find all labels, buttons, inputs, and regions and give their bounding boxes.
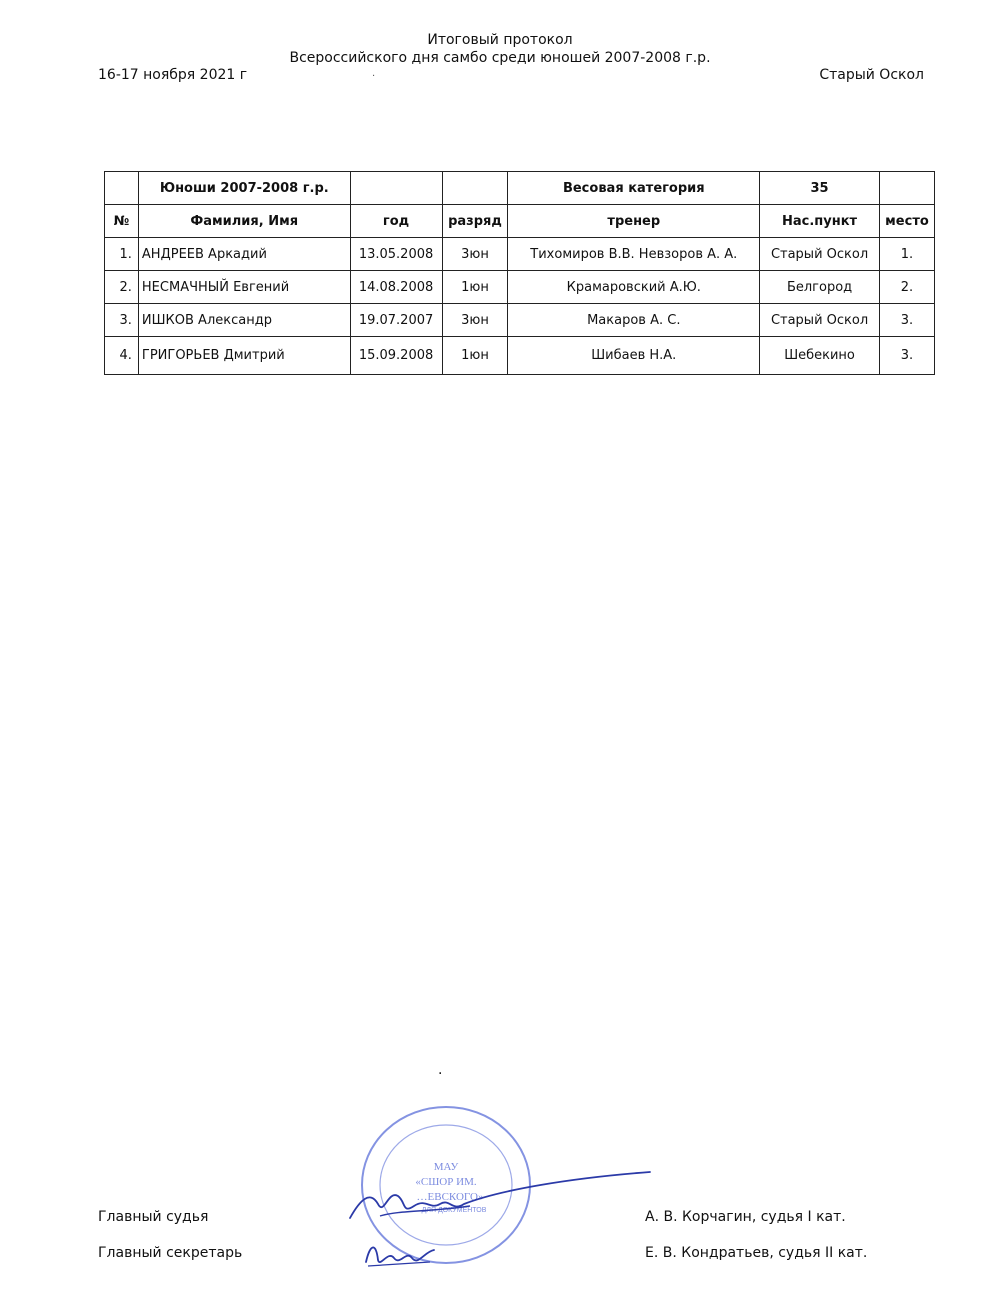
- sport-rank: 1юн: [442, 271, 508, 304]
- table-row: [105, 337, 935, 375]
- col-header-num: №: [105, 205, 139, 238]
- chief-judge-name: А. В. Корчагин, судья I кат.: [645, 1209, 846, 1225]
- col-header-year: год: [350, 205, 442, 238]
- col-header-name: Фамилия, Имя: [138, 205, 350, 238]
- scan-speck: .: [438, 1062, 443, 1078]
- place: 3.: [879, 304, 934, 337]
- table-row: [105, 271, 935, 304]
- chief-secretary-signature: [360, 1232, 440, 1272]
- row-num: 4.: [105, 337, 139, 375]
- event-city: Старый Оскол: [819, 67, 924, 83]
- empty-cell: [350, 172, 442, 205]
- town: Старый Оскол: [760, 304, 880, 337]
- weight-category-value: 35: [760, 172, 880, 205]
- stamp-text-2: «СШОР ИМ.: [415, 1176, 477, 1188]
- empty-cell: [442, 172, 508, 205]
- row-num: 1.: [105, 238, 139, 271]
- athlete-name: НЕСМАЧНЫЙ Евгений: [138, 271, 350, 304]
- stamp-text-4: ДЛЯ ДОКУМЕНТОВ: [421, 1207, 487, 1214]
- results-table: [104, 171, 935, 375]
- signature-stroke: [366, 1247, 434, 1262]
- place: 3.: [879, 337, 934, 375]
- town: Шебекино: [760, 337, 880, 375]
- sport-rank: 3юн: [442, 304, 508, 337]
- chief-judge-label: Главный судья: [98, 1209, 209, 1225]
- athlete-name: ГРИГОРЬЕВ Дмитрий: [138, 337, 350, 375]
- signature-stroke: [350, 1172, 650, 1218]
- stamp-text-3: …ЕВСКОГО»: [416, 1191, 484, 1203]
- chief-secretary-label: Главный секретарь: [98, 1245, 243, 1261]
- athlete-name: ИШКОВ Александр: [138, 304, 350, 337]
- coach-name: Шибаев Н.А.: [508, 337, 760, 375]
- coach-name: Крамаровский А.Ю.: [508, 271, 760, 304]
- signature-stroke: [368, 1262, 430, 1266]
- table-row: [105, 238, 935, 271]
- birth-date: 13.05.2008: [350, 238, 442, 271]
- event-date: 16-17 ноября 2021 г: [98, 67, 248, 83]
- table-header-row: [105, 205, 935, 238]
- protocol-title: Итоговый протокол: [427, 32, 573, 48]
- col-header-place: место: [879, 205, 934, 238]
- scan-speck: .: [372, 68, 376, 79]
- event-title: Всероссийского дня самбо среди юношей 2007-2008 г.р.: [289, 50, 711, 66]
- town: Старый Оскол: [760, 238, 880, 271]
- stamp-text-1: МАУ: [433, 1161, 459, 1173]
- chief-secretary-name: Е. В. Кондратьев, судья II кат.: [645, 1245, 868, 1261]
- row-num: 2.: [105, 271, 139, 304]
- table-meta-row: [105, 172, 935, 205]
- town: Белгород: [760, 271, 880, 304]
- col-header-rank: разряд: [442, 205, 508, 238]
- signature-stroke: [380, 1206, 470, 1216]
- row-num: 3.: [105, 304, 139, 337]
- sport-rank: 3юн: [442, 238, 508, 271]
- place: 1.: [879, 238, 934, 271]
- athlete-name: АНДРЕЕВ Аркадий: [138, 238, 350, 271]
- empty-cell: [105, 172, 139, 205]
- col-header-town: Нас.пункт: [760, 205, 880, 238]
- group-label: Юноши 2007-2008 г.р.: [138, 172, 350, 205]
- sport-rank: 1юн: [442, 337, 508, 375]
- birth-date: 14.08.2008: [350, 271, 442, 304]
- coach-name: Тихомиров В.В. Невзоров А. А.: [508, 238, 760, 271]
- table-row: [105, 304, 935, 337]
- weight-category-label: Весовая категория: [508, 172, 760, 205]
- coach-name: Макаров А. С.: [508, 304, 760, 337]
- place: 2.: [879, 271, 934, 304]
- birth-date: 15.09.2008: [350, 337, 442, 375]
- birth-date: 19.07.2007: [350, 304, 442, 337]
- empty-cell: [879, 172, 934, 205]
- col-header-coach: тренер: [508, 205, 760, 238]
- chief-judge-signature: [340, 1160, 660, 1230]
